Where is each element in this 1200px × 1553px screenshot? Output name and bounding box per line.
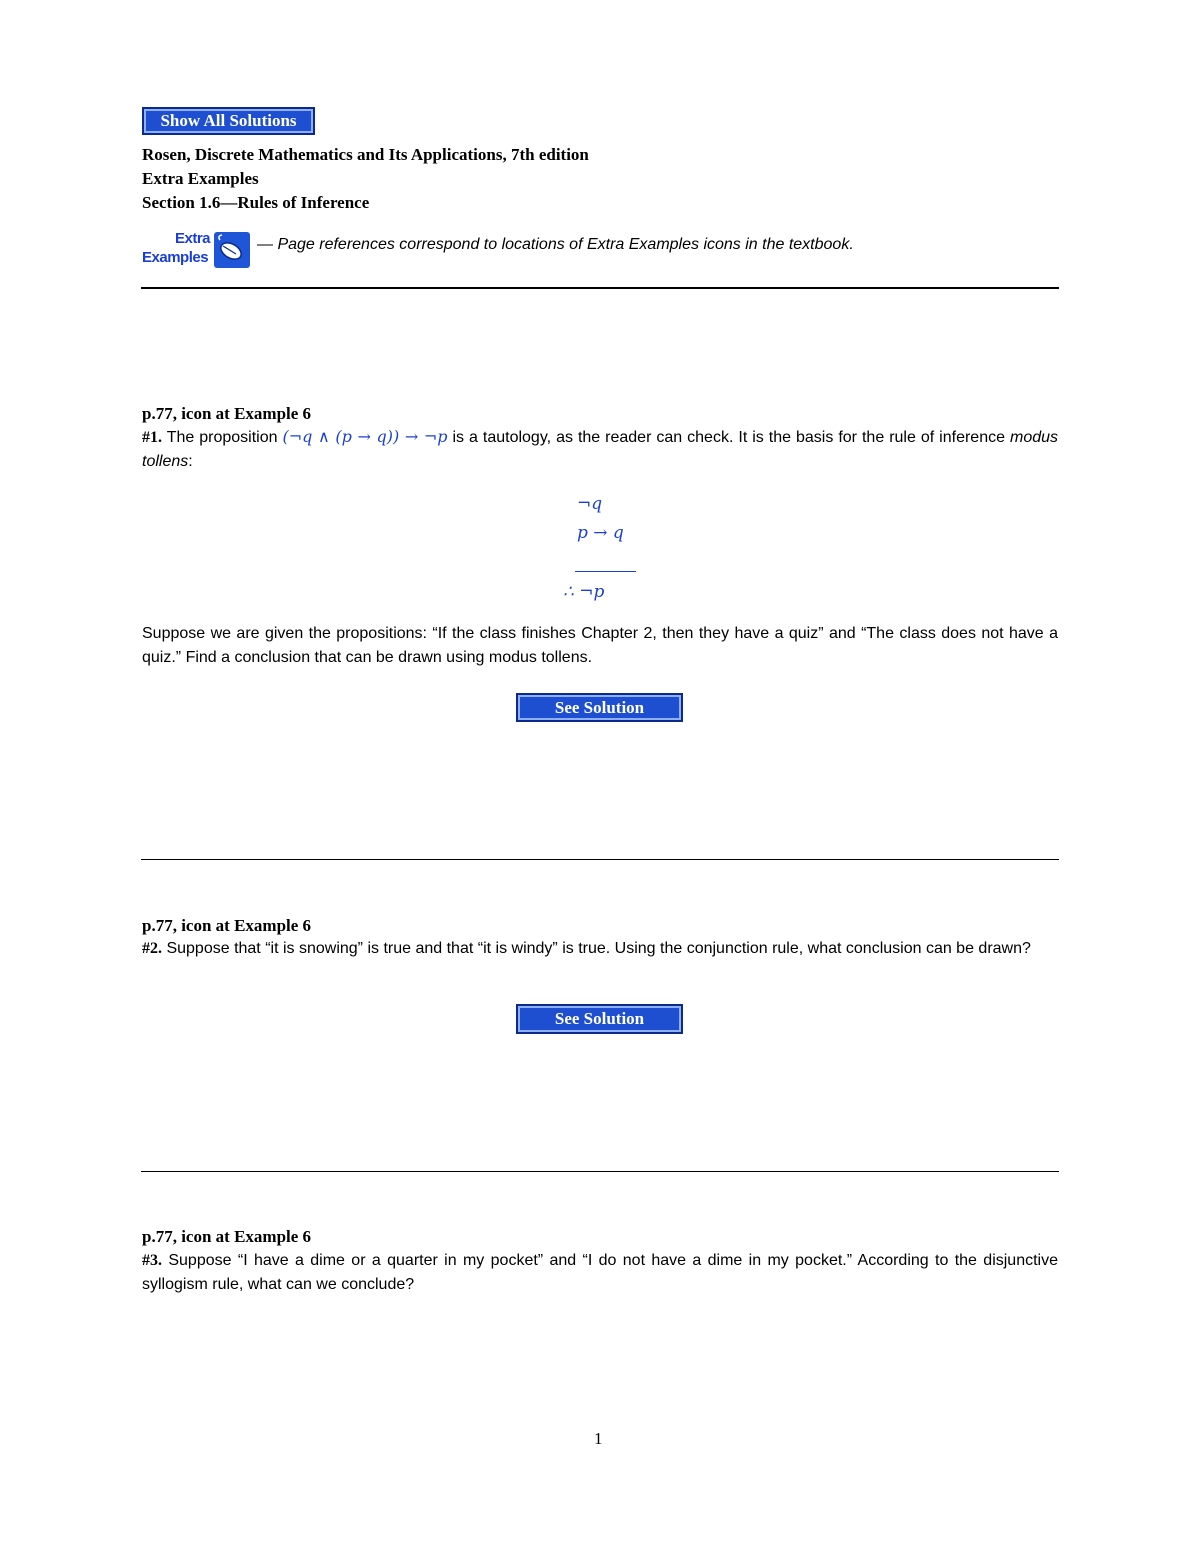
argument-rule (575, 571, 636, 572)
example-3-number: #3. (142, 1252, 162, 1269)
page-reference-note: — Page references correspond to locations of Extra Examples icons in the textbook. (257, 236, 854, 253)
logo-word-extra: Extra (175, 230, 211, 247)
example-1-text-a: The proposition (166, 429, 278, 446)
logo-word-examples: Examples (142, 249, 209, 266)
page-number: 1 (594, 1429, 603, 1448)
example-1-ref: p.77, icon at Example 6 (142, 404, 312, 423)
example-1-question: Suppose we are given the propositions: “If the class finishes Chapter 2, then they have a quiz” and “The class does not have a quiz.” Find a conclusion that can be drawn using modus tollens. (142, 625, 1058, 666)
example-2-number: #2. (142, 940, 162, 957)
book-title: Rosen, Discrete Mathematics and Its Applications, 7th edition (142, 145, 589, 164)
show-all-solutions-button[interactable]: Show All Solutions (142, 107, 315, 135)
example-1-text-b: is a tautology, as the reader can check. It is the basis for the rule of inference (452, 429, 1005, 446)
premise-2: p → q (577, 523, 624, 543)
mouse-icon (214, 232, 250, 268)
example-1-text (142, 425, 1058, 474)
extra-examples-logo (142, 230, 250, 268)
header-rule (141, 287, 1059, 289)
see-solution-button-2[interactable]: See Solution (516, 1004, 683, 1034)
conclusion: ∴ ¬p (563, 582, 605, 602)
tautology-formula: (¬q ∧ (p → q)) → ¬p (282, 427, 448, 446)
example-2-body: Suppose that “it is snowing” is true and that “it is windy” is true. Using the conjunction rule, what conclusion can be drawn? (166, 940, 1031, 957)
separator-rule-2 (141, 1171, 1059, 1172)
example-3-ref: p.77, icon at Example 6 (142, 1227, 312, 1246)
example-2-ref: p.77, icon at Example 6 (142, 916, 312, 935)
doc-subtitle: Extra Examples (142, 169, 259, 188)
modus-tollens-term: modus tollens (142, 429, 1059, 470)
example-1-colon: : (188, 453, 193, 470)
section-title: Section 1.6—Rules of Inference (142, 193, 370, 212)
see-solution-button-1[interactable]: See Solution (516, 693, 683, 722)
premise-1: ¬q (577, 494, 603, 514)
example-2-text (142, 937, 1058, 961)
separator-rule-1 (141, 859, 1059, 860)
example-3-text (142, 1249, 1058, 1297)
example-3-body: Suppose “I have a dime or a quarter in my pocket” and “I do not have a dime in my pocket.” According to the disjunctive syllogism rule, what can we conclude? (142, 1252, 1059, 1293)
example-1-number: #1. (142, 429, 162, 446)
